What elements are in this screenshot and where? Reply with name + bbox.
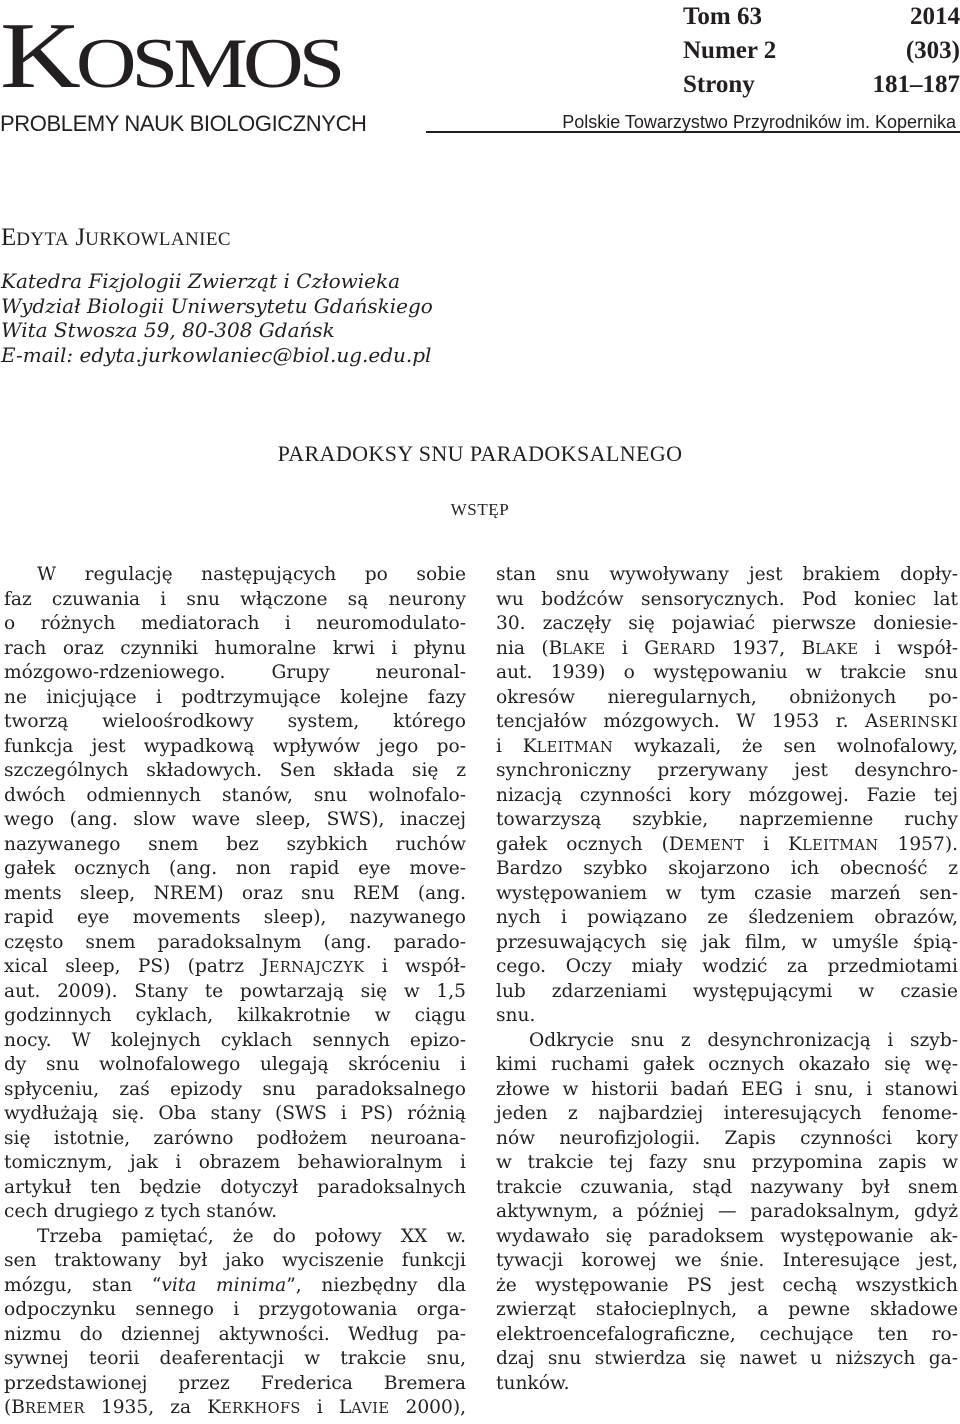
text-line: lub zdarzeniami występującymi w czasie (496, 980, 958, 1002)
society-name: Polskie Towarzystwo Przyrodników im. Kopernika (562, 112, 956, 132)
author-name: EDYTA JURKOWLANIEC (1, 224, 231, 251)
text-line: występowaniem w tym czasie marzeń sen- (496, 882, 958, 904)
text-line: godzinnych cyklach, kilkakrotnie w ciągu (4, 1005, 466, 1026)
text-line: Bardzo szybko skojarzono ich obecność z (496, 858, 958, 879)
text-line: W regulację następujących po sobie (37, 564, 466, 585)
text-line: rapid eye movements sleep), nazywanego (4, 907, 466, 928)
latin-phrase: vita minima (161, 1274, 287, 1296)
text-line: ne inicjujące i podtrzymujące kolejne fazy (4, 686, 466, 708)
text-line: rach oraz czynniki humoralne krwi i płynu (4, 637, 466, 659)
text-line: aut. 2009). Stany te powtarzają się w 1,5 (4, 980, 466, 1002)
text-line: spłyceniu, zaś epizody snu paradoksalnego (4, 1078, 466, 1100)
text-line: aut. 1939) o występowaniu w trakcie snu (496, 662, 958, 683)
text-line: funkcja jest wypadkową wpływów jego po- (4, 735, 466, 757)
volume-year: 2014 (910, 3, 960, 30)
text-line: jeden z najbardziej interesujących fenome- (496, 1103, 958, 1124)
text-line: mózgowo-rdzeniowego. Grupy neuronal- (4, 662, 466, 683)
text-line: nocy. W kolejnych cyklach sennych epizo- (4, 1029, 466, 1051)
text-line: o różnych mediatorach i neuromodulato- (4, 613, 466, 634)
text-line: (BREMER 1935, za KERKHOFS i LAVIE 2000), (4, 1397, 466, 1418)
text-line: że występowanie PS jest cechą wszystkich (496, 1274, 958, 1296)
text-line: nizacją czynności kory mózgowej. Fazie tej (496, 784, 958, 806)
text-line: towarzyszą szybkie, naprzemienne ruchy (496, 809, 958, 830)
text-line: kimi ruchami gałek ocznych okazało się wę- (496, 1054, 958, 1075)
text-line: cego. Oczy miały wodzić za przedmiotami (496, 956, 958, 977)
text-line: przesuwających się jak film, w umyśle śpią- (496, 931, 958, 953)
text-line: tunków. (496, 1372, 570, 1394)
text-line: złowe w historii badań EEG i snu, i stanowi (496, 1078, 958, 1100)
journal-logo: KOSMOS (0, 3, 341, 109)
text-line: xical sleep, PS) (patrz JERNAJCZYK i współ- (4, 956, 466, 977)
issue-row (683, 34, 960, 68)
issue-label: Numer 2 (683, 37, 777, 64)
text-line: tywacji korowej we śnie. Interesujące jest, (496, 1250, 958, 1271)
body-column-left (4, 563, 466, 1421)
section-heading: WSTĘP (450, 500, 510, 519)
text-line: gałek ocznych (ang. non rapid eye move- (4, 858, 466, 879)
article-title: PARADOKSY SNU PARADOKSALNEGO (277, 441, 683, 466)
text-line: nych i powiązano ze śledzeniem obrazów, (496, 907, 958, 928)
text-line: okresów nieregularnych, obniżonych po- (496, 686, 958, 708)
citation-author: J (261, 956, 269, 977)
volume-label: Tom 63 (683, 3, 762, 30)
affiliation-faculty: Wydział Biologii Uniwersytetu Gdańskiego (1, 293, 433, 318)
text-line: stan snu wywoływany jest brakiem dopły- (496, 564, 958, 585)
affiliation-email[interactable]: E-mail: edyta.jurkowlaniec@biol.ug.edu.pl (1, 342, 432, 367)
text-line: nów neurofizjologii. Zapis czynności kory (496, 1127, 958, 1149)
affiliation-address: Wita Stwosza 59, 80-308 Gdańsk (1, 318, 335, 342)
text-line: gałek ocznych (DEMENT i KLEITMAN 1957). (496, 833, 958, 855)
text-line: synchroniczny przerywany jest desynchro- (496, 760, 958, 781)
text-line: tworzą wieloośrodkowy system, którego (4, 711, 466, 732)
text-line: snu. (496, 1005, 536, 1026)
author-affiliation (1, 269, 433, 367)
text-line: nizmu do dziennej aktywności. Według pa- (4, 1323, 466, 1345)
text-line: nazywanego snem bez szybkich ruchów (4, 833, 466, 855)
text-line: i KLEITMAN wykazali, że sen wolnofalowy, (496, 735, 958, 757)
text-line: elektroencefalograficzne, cechujące ten ro- (496, 1323, 958, 1345)
text-line: ments sleep, NREM) oraz snu REM (ang. (4, 882, 466, 904)
text-line: cech drugiego z tych stanów. (4, 1201, 278, 1222)
text-line: dwóch odmiennych stanów, snu wolnofalo- (4, 784, 466, 806)
text-line: tencjałów mózgowych. W 1953 r. ASERINSKI (496, 711, 958, 732)
text-line: się istotnie, zarówno podłożem neuroana- (4, 1127, 466, 1149)
text-line: Odkrycie snu z desynchronizacją i szyb- (529, 1029, 958, 1051)
text-line: dy snu wolnofalowego ulegają skróceniu i (4, 1054, 466, 1075)
text-line: sen traktowany był jako wyciszenie funkcji (4, 1250, 466, 1271)
journal-subtitle: PROBLEMY NAUK BIOLOGICZNYCH (0, 111, 367, 136)
text-line: trakcie czuwania, stąd nazywany był snem (496, 1176, 958, 1198)
text-line: odpoczynku sennego i przygotowania orga- (4, 1299, 466, 1320)
text-line: faz czuwania i snu włączone są neurony (4, 588, 466, 610)
text-line: sywnej teorii deaferentacji w trakcie snu, (4, 1348, 466, 1369)
text-line: aktywnym, a później — paradoksalnym, gdyż (496, 1201, 958, 1222)
body-column-right (496, 563, 958, 1396)
text-line: dzaj snu stwierdza się nawet u niższych ga- (496, 1348, 958, 1369)
pages-row (683, 68, 960, 102)
pages-label: Strony (683, 71, 755, 98)
text-line: wydawało się paradoksem występowanie ak- (496, 1225, 958, 1247)
text-line: Trzeba pamiętać, że do połowy XX w. (37, 1225, 466, 1247)
text-line: często snem paradoksalnym (ang. parado- (4, 931, 466, 953)
text-line: mózgu, stan “vita minima”, niezbędny dla (4, 1274, 467, 1296)
issue-meta (683, 0, 960, 102)
issue-number: (303) (905, 37, 960, 64)
text-line: wydłużają się. Oba stany (SWS i PS) różnią (4, 1103, 466, 1124)
text-line: wu bodźców sensorycznych. Pod koniec lat (496, 588, 958, 610)
volume-row (683, 0, 960, 34)
text-line: przedstawionej przez Frederica Bremera (4, 1372, 466, 1394)
text-line: wego (ang. slow wave sleep, SWS), inaczej (4, 809, 466, 830)
pages-range: 181–187 (872, 71, 960, 98)
text-line: tomicznym, jak i obrazem behawioralnym i (4, 1152, 466, 1173)
text-line: w trakcie tej fazy snu przypomina zapis w (496, 1152, 958, 1173)
affiliation-department: Katedra Fizjologii Zwierząt i Człowieka (1, 269, 401, 293)
text-line: nia (BLAKE i GERARD 1937, BLAKE i współ- (496, 637, 958, 659)
text-line: zwierząt stałocieplnych, a pewne składowe (496, 1299, 958, 1320)
text-line: artykuł ten będzie dotyczył paradoksalnych (4, 1176, 466, 1198)
text-line: szczególnych składowych. Sen składa się z (4, 760, 466, 781)
text-line: 30. zaczęły się pojawiać pierwsze doniesie- (496, 613, 958, 634)
